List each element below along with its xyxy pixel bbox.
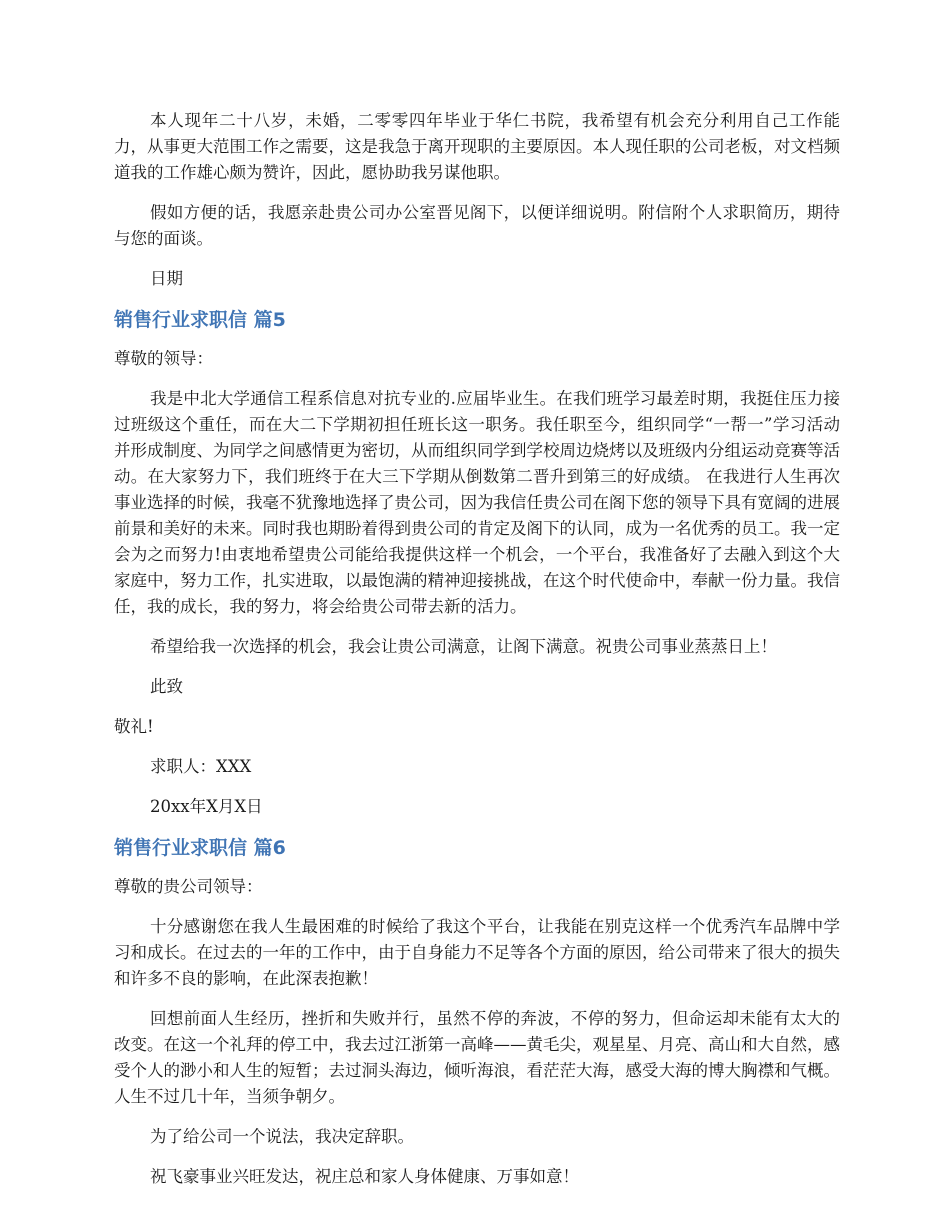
section-5-signer: 求职人：XXX [150,757,252,776]
section-6-heading: 销售行业求职信 篇6 [114,837,286,859]
section-6-body-4: 祝飞豪事业兴旺发达，祝庄总和家人身体健康、万事如意！ [150,1167,579,1186]
intro-date: 日期 [150,269,183,288]
section-5-body-2: 希望给我一次选择的机会，我会让贵公司满意，让阁下满意。祝贵公司事业蒸蒸日上！ [150,637,777,656]
section-5-closing-1: 此致 [150,677,183,696]
section-6-body-2: 回想前面人生经历，挫折和失败并行，虽然不停的奔波，不停的努力，但命运却未能有太大的改变。在这一个礼拜的停工中，我去过江浙第一高峰——黄毛尖，观星星、月亮、高山和大自然，感受个人的渺小和人生的短暂；去过洞头海边，倾听海浪，看茫茫大海，感受大海的博大胸襟和气概。人生不过几十年，当须争朝夕。 [114,1009,840,1106]
intro-paragraph-2: 假如方便的话，我愿亲赴贵公司办公室晋见阁下，以便详细说明。附信附个人求职简历，期待与您的面谈。 [114,203,840,248]
section-5-body-1: 我是中北大学通信工程系信息对抗专业的.应届毕业生。在我们班学习最差时期，我挺住压力接过班级这个重任，而在大二下学期初担任班长这一职务。我任职至今，组织同学“一帮一”学习活动并形成制度、为同学之间感情更为密切，从而组织同学到学校周边烧烤以及班级内分组运动竞赛等活动。在大家努力下，我们班终于在大三下学期从倒数第二晋升到第三的好成绩。 在我进行人生再次事业选择的时候，我毫不犹豫地选择了贵公司，因为我信任贵公司在阁下您的领导下具有宽阔的进展前景和美好的未来。同时我也期盼着得到贵公司的肯定及阁下的认同，成为一名优秀的员工。我一定会为之而努力!由衷地希望贵公司能给我提供这样一个机会，一个平台，我准备好了去融入到这个大家庭中，努力工作，扎实进取，以最饱满的精神迎接挑战，在这个时代使命中，奉献一份力量。我信任，我的成长，我的努力，将会给贵公司带去新的活力。 [114,389,840,616]
document-page [114,108,840,1204]
section-6-salutation: 尊敬的贵公司领导： [114,877,263,896]
section-5-salutation: 尊敬的领导： [114,349,213,368]
section-5-heading: 销售行业求职信 篇5 [114,309,286,331]
section-6-body-1: 十分感谢您在我人生最困难的时候给了我这个平台，让我能在别克这样一个优秀汽车品牌中学习和成长。在过去的一年的工作中，由于自身能力不足等各个方面的原因，给公司带来了很大的损失和许多不良的影响，在此深表抱歉！ [114,917,840,988]
section-6-body-3: 为了给公司一个说法，我决定辞职。 [150,1127,414,1146]
section-5-date: 20xx年X月X日 [150,797,263,816]
intro-paragraph-1: 本人现年二十八岁，未婚，二零零四年毕业于华仁书院，我希望有机会充分利用自己工作能力，从事更大范围工作之需要，这是我急于离开现职的主要原因。本人现任职的公司老板，对文档频道我的工作雄心颇为赞许，因此，愿协助我另谋他职。 [114,111,840,182]
section-5-closing-2: 敬礼! [114,717,154,736]
